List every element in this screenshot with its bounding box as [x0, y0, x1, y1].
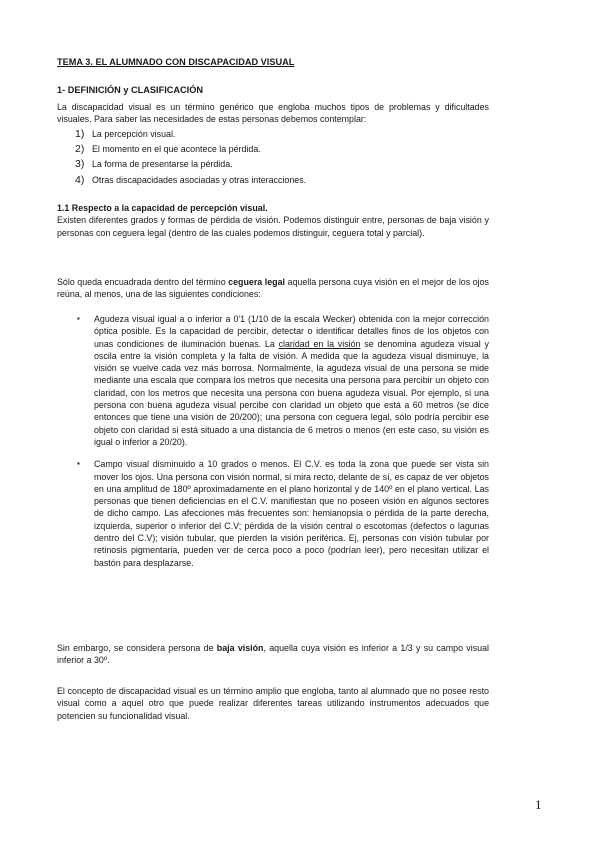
document-title: TEMA 3. EL ALUMNADO CON DISCAPACIDAD VISUAL: [57, 57, 295, 67]
list-item: ▪ Agudeza visual igual a o inferior a 0'1 (1/10 de la escala Wecker) obtenida con la mejor corrección óptica posible. Es la capacidad de percibir, detectar o identificar detalles finos de los objetos con unas condiciones de iluminación buenas. La claridad en la visión se denomina agudeza visual y oscila entre la visión completa y la falta de visión. A medida que la agudeza visual disminuye, la visión se vuelve cada vez más borrosa. Normalmente, la agudeza visual de una persona se mide mediante una escala que compara los metros que necesita una persona para percibir un objeto con claridad, con los metros que necesita una persona con buena agudeza visual. Por ejemplo, si una persona con buena agudeza visual percibe con claridad un objeto que está a 60 metros (se dice entonces que tiene una visión de 20/200); una persona con ceguera legal, sólo podría percibir ese objeto con claridad si está situado a una distancia de 6 metros o menos (en este caso, su visión es igual o inferior a 20/20).: [77, 314, 489, 447]
term-ceguera-legal: ceguera legal: [228, 277, 285, 287]
list-item: 1) La percepción visual.: [75, 128, 176, 140]
concept-paragraph: El concepto de discapacidad visual es un término amplio que engloba, tanto al alumnado que no posee resto visual como a aquel otro que puede realizar diferentes tareas utilizando instrumentos adecuados que potencien su funcionalidad visual.: [57, 686, 489, 721]
term-baja-vision: baja visión: [216, 643, 264, 653]
subsection-block: [57, 202, 489, 239]
subsection-heading: 1.1 Respecto a la capacidad de percepción visual.: [57, 203, 268, 213]
low-vision-paragraph: Sin embargo, se considera persona de baja visión, aquella cuya visión es inferior a 1/3 y su campo visual inferior a 30º.: [57, 643, 489, 666]
list-item: 2) El momento en el que acontece la pérdida.: [75, 143, 261, 156]
intro-paragraph: La discapacidad visual es un término genérico que engloba muchos tipos de problemas y dificultades visuales. Para saber las necesidades de estas personas debemos contemplar:: [57, 102, 489, 125]
list-item: ▪ Campo visual disminuido a 10 grados o menos. El C.V. es toda la zona que puede ser vista sin mover los ojos. Una persona con visión normal, si mira recto, delante de sí, es capaz de ver objetos en una amplitud de 180º aproximadamente en el plano horizontal y de 140º en el plano vertical. Las personas que tienen deficiencias en el C.V. manifiestan que no poseen visión en algunos sectores de dicho campo. Las afecciones más frecuentes son: hemianopsia o pérdida de la parte derecha, izquierda, superior o inferior del C.V; pérdida de la visión central o escotomas (defectos o lagunas dentro del C.V); visión tubular, que pierden la visión periférica. Ej, personas con visión tubular por retinosis pigmentaria, pueden ver de cerca poco a poco (podrían leer), pero necesitan utilizar el bastón para desplazarse.: [77, 459, 489, 568]
list-item: 3) La forma de presentarse la pérdida.: [75, 158, 233, 171]
bullet-icon: ▪: [77, 314, 80, 323]
underlined-term: claridad en la visión: [278, 338, 361, 349]
list-item: 4) Otras discapacidades asociadas y otras interacciones.: [75, 173, 307, 186]
page-number: 1: [535, 797, 542, 812]
bullet-icon: ▪: [77, 459, 80, 469]
subsection-paragraph: Existen diferentes grados y formas de pérdida de visión. Podemos distinguir entre, personas de baja visión y personas con ceguera legal (dentro de las cuales podemos distinguir, ceguera total y parcial).: [57, 215, 489, 238]
conditions-list: [57, 313, 489, 569]
needs-list: [57, 127, 489, 188]
legal-blindness-intro: Sólo queda encuadrada dentro del término ceguera legal aquella persona cuya visión en el mejor de los ojos reúna, al menos, una de las siguientes condiciones:: [57, 277, 489, 300]
section-heading: 1- DEFINICIÓN y CLASIFICACIÓN: [57, 85, 203, 95]
